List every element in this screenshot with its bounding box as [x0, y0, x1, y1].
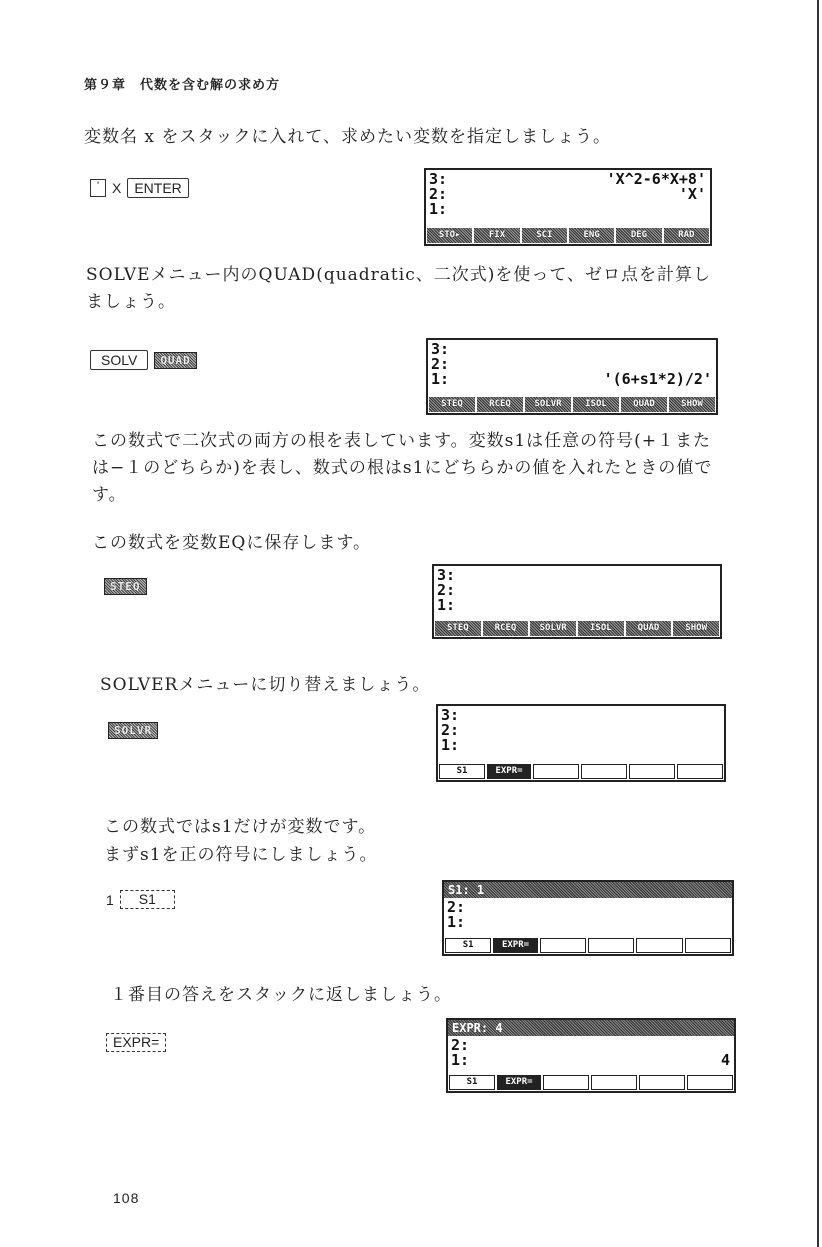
step2-keys: [90, 350, 197, 370]
stack-level: 1:: [431, 370, 450, 388]
stack-level: 3:: [431, 340, 450, 358]
stack-level: 2:: [431, 355, 450, 373]
step6-text: １番目の答えをスタックに返しましょう。: [110, 985, 452, 1005]
calc-screen-4: [436, 704, 726, 782]
step5-text2: まずs1を正の符号にしましょう。: [104, 845, 378, 865]
calc-screen-1: [424, 168, 712, 246]
menu-key-fix[interactable]: FIX: [474, 228, 519, 243]
menu-key-empty[interactable]: [685, 938, 731, 953]
menu-key-sto[interactable]: STO▸: [427, 228, 472, 243]
menu-key-expr[interactable]: EXPR=: [497, 1075, 541, 1090]
step1-text: 変数名 x をスタックに入れて、求めたい変数を指定しましょう。: [84, 127, 612, 147]
stack-level: 2:: [437, 581, 456, 599]
step1-keys: [90, 178, 189, 198]
x-key-label: X: [112, 180, 122, 196]
menu-key-empty[interactable]: [540, 938, 586, 953]
menu-key-show[interactable]: SHOW: [673, 621, 719, 636]
step3-keys: [104, 578, 147, 595]
menu-key-rceq[interactable]: RCEQ: [483, 621, 529, 636]
menu-key-s1[interactable]: S1: [449, 1075, 495, 1090]
menu-key-rad[interactable]: RAD: [664, 228, 709, 243]
menu-key-expr[interactable]: EXPR=: [493, 938, 537, 953]
menu-key-empty[interactable]: [543, 1075, 589, 1090]
menu-key-eng[interactable]: ENG: [569, 228, 614, 243]
step3-text: この数式で二次式の両方の根を表しています。変数s1は任意の符号(+１または−１のどちらか)を表し、数式の根はs1にどちらかの値を入れたときの値です。: [92, 431, 713, 505]
enter-key[interactable]: ENTER: [127, 178, 188, 198]
chapter-header: 第９章 代数を含む解の求め方: [84, 78, 281, 93]
menu-key-empty[interactable]: [629, 764, 675, 779]
calc-screen-5: [442, 880, 734, 956]
menu-key-solvr[interactable]: SOLVR: [530, 621, 576, 636]
stack-level: 1:: [447, 913, 466, 931]
page-number: 108: [113, 1190, 140, 1206]
stack-level: 1:: [441, 736, 460, 754]
status-text: S1: 1: [448, 883, 485, 897]
menu-key-deg[interactable]: DEG: [616, 228, 661, 243]
stack-level: 3:: [437, 566, 456, 584]
calc-screen-2: [426, 338, 718, 415]
menu-key-isol[interactable]: ISOL: [578, 621, 624, 636]
step2-text: SOLVEメニュー内のQUAD(quadratic、二次式)を使って、ゼロ点を計算しましょう。: [86, 265, 712, 312]
stack-value: 4: [720, 1051, 730, 1069]
menu-key-s1[interactable]: S1: [445, 938, 491, 953]
menu-key-empty[interactable]: [636, 938, 682, 953]
menu-key-quad[interactable]: QUAD: [621, 397, 667, 412]
tick-key[interactable]: ': [90, 179, 106, 197]
menu-key-steq[interactable]: STEQ: [435, 621, 481, 636]
stack-value: '(6+s1*2)/2': [603, 370, 712, 388]
menu-key-empty[interactable]: [588, 938, 634, 953]
step3-text2: この数式を変数EQに保存します。: [92, 533, 371, 553]
menu-key-s1[interactable]: S1: [439, 764, 485, 779]
menu-key-isol[interactable]: ISOL: [573, 397, 619, 412]
menu-key-empty[interactable]: [687, 1075, 733, 1090]
menu-key-steq[interactable]: STEQ: [429, 397, 475, 412]
solv-key[interactable]: SOLV: [90, 350, 148, 370]
menu-key-quad[interactable]: QUAD: [626, 621, 672, 636]
step5-keys: [106, 890, 175, 909]
stack-level: 1:: [429, 200, 448, 218]
stack-level: 3:: [429, 170, 448, 188]
stack-value: 'X^2-6*X+8': [606, 170, 706, 188]
stack-level: 2:: [447, 898, 466, 916]
expr-softkey[interactable]: EXPR=: [106, 1033, 166, 1052]
menu-key-sci[interactable]: SCI: [522, 228, 567, 243]
menu-key-empty[interactable]: [581, 764, 627, 779]
step6-keys: [106, 1033, 166, 1052]
stack-level: 1:: [437, 596, 456, 614]
steq-softkey[interactable]: STEQ: [104, 578, 147, 595]
step5-text: この数式ではs1だけが変数です。: [104, 817, 377, 837]
menu-key-rceq[interactable]: RCEQ: [477, 397, 523, 412]
stack-level: 2:: [451, 1036, 470, 1054]
menu-key-empty[interactable]: [591, 1075, 637, 1090]
status-text: EXPR: 4: [452, 1021, 503, 1035]
stack-level: 1:: [451, 1051, 470, 1069]
menu-key-empty[interactable]: [533, 764, 579, 779]
stack-value: 'X': [678, 185, 706, 203]
stack-level: 2:: [441, 721, 460, 739]
menu-key-show[interactable]: SHOW: [669, 397, 715, 412]
step4-text: SOLVERメニューに切り替えましょう。: [100, 675, 431, 695]
quad-softkey[interactable]: QUAD: [154, 352, 197, 369]
status-line: [444, 882, 732, 898]
step4-keys: [108, 722, 158, 739]
calc-screen-3: [432, 564, 722, 639]
status-line: [448, 1020, 734, 1036]
stack-level: 2:: [429, 185, 448, 203]
menu-key-solvr[interactable]: SOLVR: [525, 397, 571, 412]
page-edge-rule: [817, 0, 819, 1247]
one-key-label: 1: [106, 891, 114, 908]
menu-key-empty[interactable]: [677, 764, 723, 779]
calc-screen-6: [446, 1018, 736, 1093]
s1-softkey[interactable]: S1: [120, 890, 175, 909]
menu-key-empty[interactable]: [639, 1075, 685, 1090]
stack-level: 3:: [441, 706, 460, 724]
solvr-softkey[interactable]: SOLVR: [108, 722, 158, 739]
menu-key-expr[interactable]: EXPR=: [487, 764, 531, 779]
